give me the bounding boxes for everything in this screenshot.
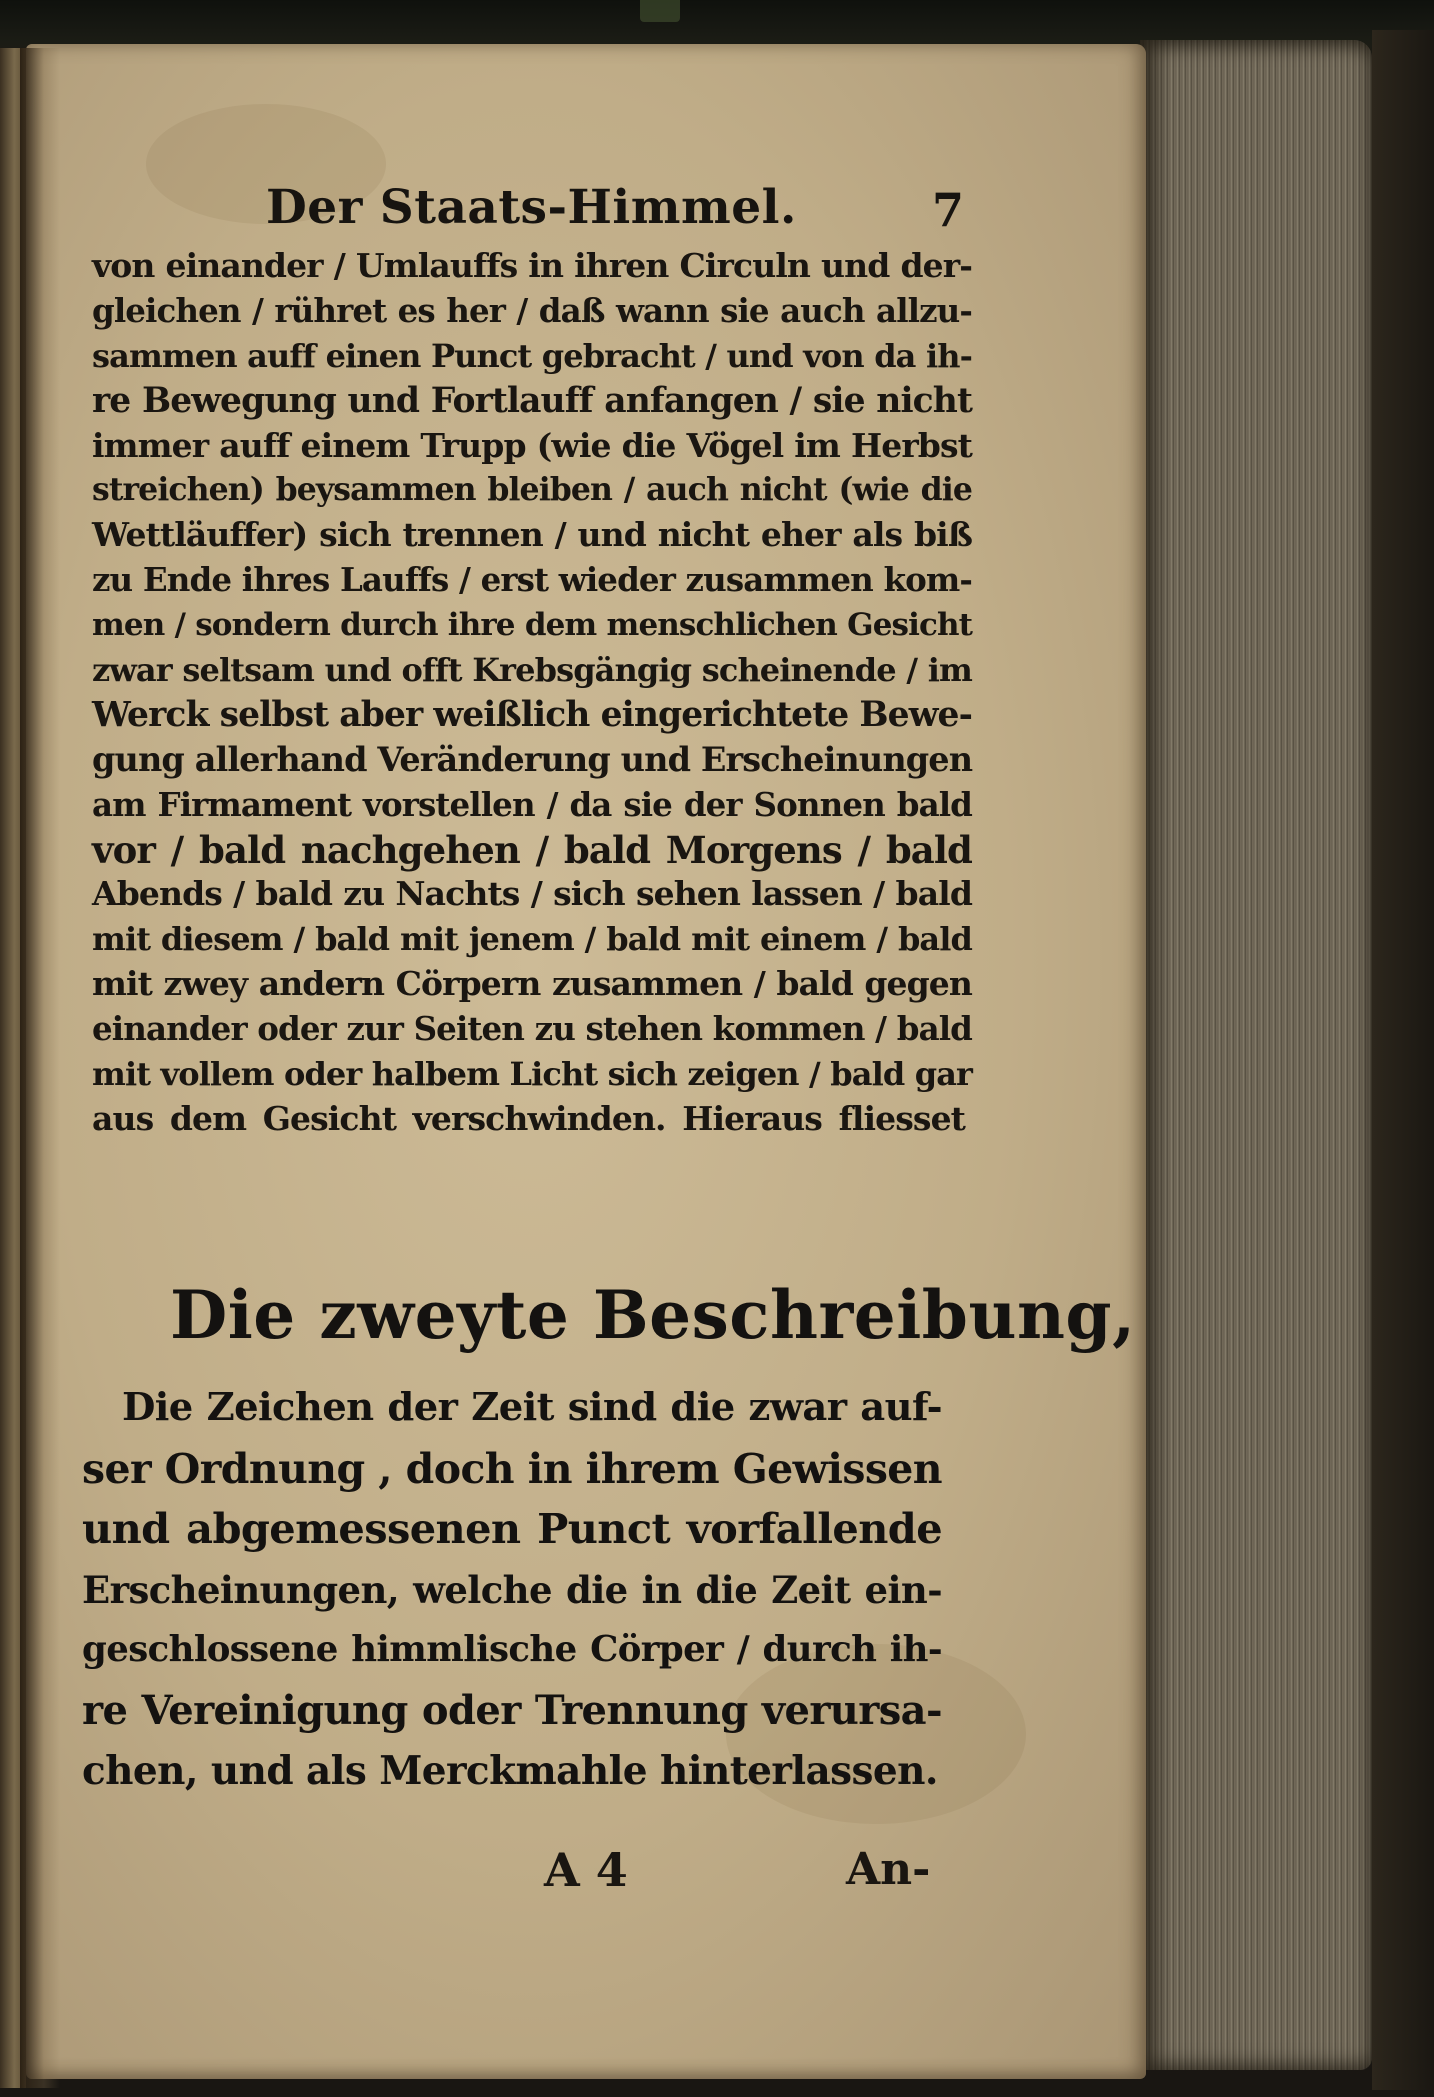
section-heading: Die zweyte Beschreibung, (170, 1276, 1136, 1354)
gutter-shadow (20, 48, 60, 2088)
text-line: Werck selbst aber weißlich eingerichtete Bewe- (92, 694, 972, 735)
text-line: sammen auff einen Punct gebracht / und von da ih- (92, 336, 972, 375)
text-line: immer auff einem Trupp (wie die Vögel im Herbst (92, 425, 972, 465)
text-line: Erscheinungen, welche die in die Zeit ein- (82, 1567, 942, 1612)
text-line: einander oder zur Seiten zu stehen kommen / bald (92, 1009, 972, 1049)
definition-paragraph (82, 1378, 942, 1802)
text-line: zu Ende ihres Lauffs / erst wieder zusammen kom- (92, 560, 972, 600)
text-line: re Bewegung und Fortlauff anfangen / sie nicht (92, 380, 972, 421)
text-line: gung allerhand Veränderung und Erscheinungen (92, 739, 973, 779)
text-line: mit zwey andern Cörpern zusammen / bald gegen (92, 964, 972, 1004)
text-line: men / sondern durch ihre dem menschlichen Gesicht (92, 607, 972, 644)
text-line: chen, und als Merckmahle hinterlassen. (82, 1748, 938, 1794)
running-head: Der Staats-Himmel. (266, 180, 797, 235)
text-line: mit diesem / bald mit jenem / bald mit einem / bald (92, 920, 972, 959)
text-line: Die Zeichen der Zeit sind die zwar auf- (122, 1385, 942, 1430)
text-line: vor / bald nachgehen / bald Morgens / bald (92, 827, 972, 872)
body-paragraph (92, 244, 972, 1142)
text-line: Wettläuffer) sich trennen / und nicht eher als biß (92, 515, 972, 555)
text-line: aus dem Gesicht verschwinden. Hieraus fliesset (92, 1098, 966, 1138)
text-line: geschlossene himmlische Cörper / durch ih- (82, 1629, 942, 1670)
text-line: streichen) beysammen bleiben / auch nicht (wie die (92, 471, 972, 509)
text-line: re Vereinigung oder Trennung verursa- (82, 1686, 942, 1734)
book-cover-right (1372, 30, 1434, 2090)
text-line: am Firmament vorstellen / da sie der Sonnen bald (92, 784, 972, 824)
text-line: zwar seltsam und offt Krebsgängig scheinende / im (92, 651, 972, 690)
text-line: ser Ordnung , doch in ihrem Gewissen (82, 1444, 942, 1493)
catchword: An- (846, 1844, 931, 1895)
page-block-edges (1140, 40, 1372, 2070)
text-line: Abends / bald zu Nachts / sich sehen lassen / bald (92, 874, 972, 914)
text-line: von einander / Umlauffs in ihren Circuln und der- (92, 246, 972, 285)
page-number: 7 (932, 183, 965, 237)
text-line: gleichen / rühret es her / daß wann sie auch allzu- (92, 290, 972, 330)
signature-mark: A 4 (544, 1843, 628, 1897)
text-line: und abgemessenen Punct vorfallende (82, 1504, 942, 1553)
text-line: mit vollem oder halbem Licht sich zeigen / bald gar (92, 1055, 972, 1094)
